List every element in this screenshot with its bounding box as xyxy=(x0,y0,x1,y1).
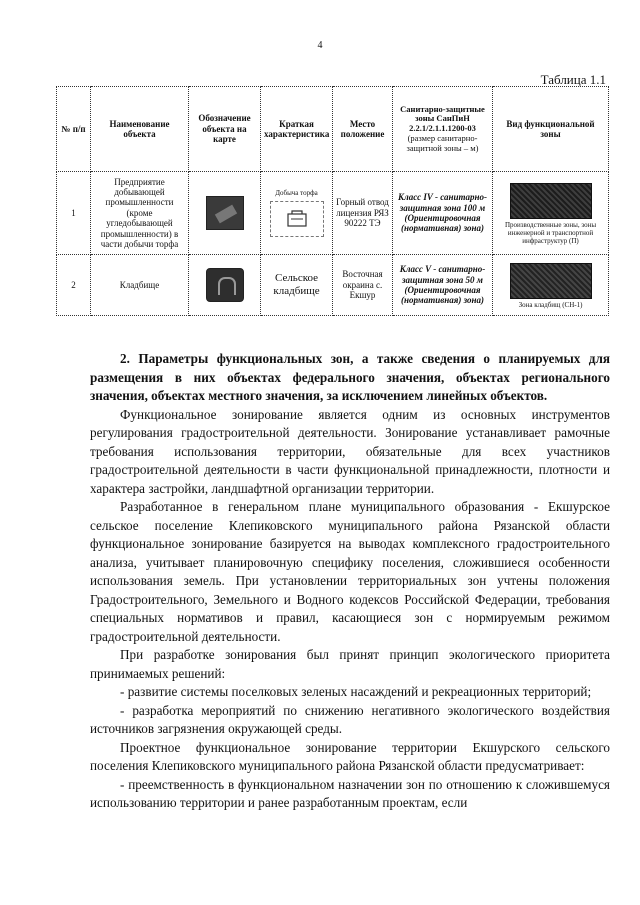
list-item: - разработка мероприятий по снижению негативного экологического воздействия источников загрязнения окружающей среды. xyxy=(90,702,610,736)
row-1-map-symbol xyxy=(189,172,261,255)
cemetery-icon xyxy=(206,268,244,302)
zones-table xyxy=(56,86,609,316)
paragraph: Проектное функциональное зонирование территории Екшурского сельского поселения Клепиковского муниципального района Рязанской области предусматривает: xyxy=(90,739,610,773)
peat-extraction-icon xyxy=(206,196,244,230)
list-item: - развитие системы поселковых зеленых насаждений и рекреационных территорий; xyxy=(120,684,592,699)
row-1-zone-type xyxy=(493,172,609,255)
row-1-num: 1 xyxy=(57,172,91,255)
header-description: Краткая характеристика xyxy=(261,87,333,172)
row-2-location: Восточная окраина с. Екшур xyxy=(333,255,393,316)
header-location: Место положение xyxy=(333,87,393,172)
row-2-description: Сельское кладбище xyxy=(261,255,333,316)
peat-pictogram-icon xyxy=(270,201,324,237)
paragraph: Разработанное в генеральном плане муниципального образования - Екшурское сельское поселение Клепиковского муниципального района Рязанской области функциональное зонирование базируется на выводах комплексного градостроительного анализа, учитывает планировочную специфику поселения, сложившиеся особенности использования земель. При установлении территориальных зон учтены положения Градостроительного, Земельного и Водного кодексов Российской Федерации, требования специальных нормативов и правил, касающиеся зон с нормируемым режимом градостроительной деятельности. xyxy=(90,499,610,644)
header-sanpin-title: Санитарно-защитные зоны СанПиН 2.2.1/2.1.1.1200-03 xyxy=(400,103,485,134)
paragraph: При разработке зонирования был принят принцип экологического приоритета принимаемых решений: xyxy=(90,647,610,681)
row-1-sanpin: Класс IV - санитарно-защитная зона 100 м (Ориентировочная (нормативная) зона) xyxy=(393,172,493,255)
row-1-location: Горный отвод лицензия РЯЗ 90222 ТЭ xyxy=(333,172,393,255)
header-zone-type: Вид функциональной зоны xyxy=(493,87,609,172)
row-2-map-symbol xyxy=(189,255,261,316)
row-2-zone-type-text: Зона кладбищ (СН-1) xyxy=(518,300,583,309)
page-number: 4 xyxy=(317,40,323,51)
row-1-name: Предприятие добывающей промышленности (кроме угледобывающей промышленности) в части добычи торфа xyxy=(91,172,189,255)
table-caption: Таблица 1.1 xyxy=(540,72,606,87)
row-1-zone-type-text: Производственные зоны, зоны инженерной и транспортной инфраструктур (П) xyxy=(504,220,597,246)
header-name: Наименование объекта xyxy=(91,87,189,172)
paragraph: Функциональное зонирование является одним из основных инструментов регулирования градостроительной деятельности. Зонирование устанавливает рамочные требования использования территории, обязательные для всех участников градостроительной деятельности в части функциональной принадлежности, плотности и характера застройки, ландшафтной организации территории. xyxy=(90,406,610,496)
row-2-sanpin: Класс V - санитарно-защитная зона 50 м (Ориентировочная (нормативная) зона) xyxy=(393,255,493,316)
row-2-num: 2 xyxy=(57,255,91,316)
header-map-symbol: Обозначение объекта на карте xyxy=(189,87,261,172)
body-text xyxy=(90,350,610,813)
table-row xyxy=(57,255,609,316)
row-1-description xyxy=(261,172,333,255)
list-item: - преемственность в функциональном назначении зон по отношению к сложившемуся использованию территории и ранее разработанным проектам, если xyxy=(90,776,610,810)
table-header-row xyxy=(57,87,609,172)
table-row xyxy=(57,172,609,255)
row-1-description-text: Добыча торфа xyxy=(275,188,318,197)
header-num: № п/п xyxy=(57,87,91,172)
cemetery-zone-swatch xyxy=(510,263,592,299)
row-2-zone-type xyxy=(493,255,609,316)
header-sanpin xyxy=(393,87,493,172)
production-zone-swatch xyxy=(510,183,592,219)
row-2-name: Кладбище xyxy=(91,255,189,316)
header-sanpin-note: (размер санитарно-защитной зоны – м) xyxy=(406,132,479,153)
section-heading: 2. Параметры функциональных зон, а также сведения о планируемых для размещения в них объектах федерального значения, объектах регионального значения, объектах местного значения, за исключением линейных объектов. xyxy=(90,351,610,403)
